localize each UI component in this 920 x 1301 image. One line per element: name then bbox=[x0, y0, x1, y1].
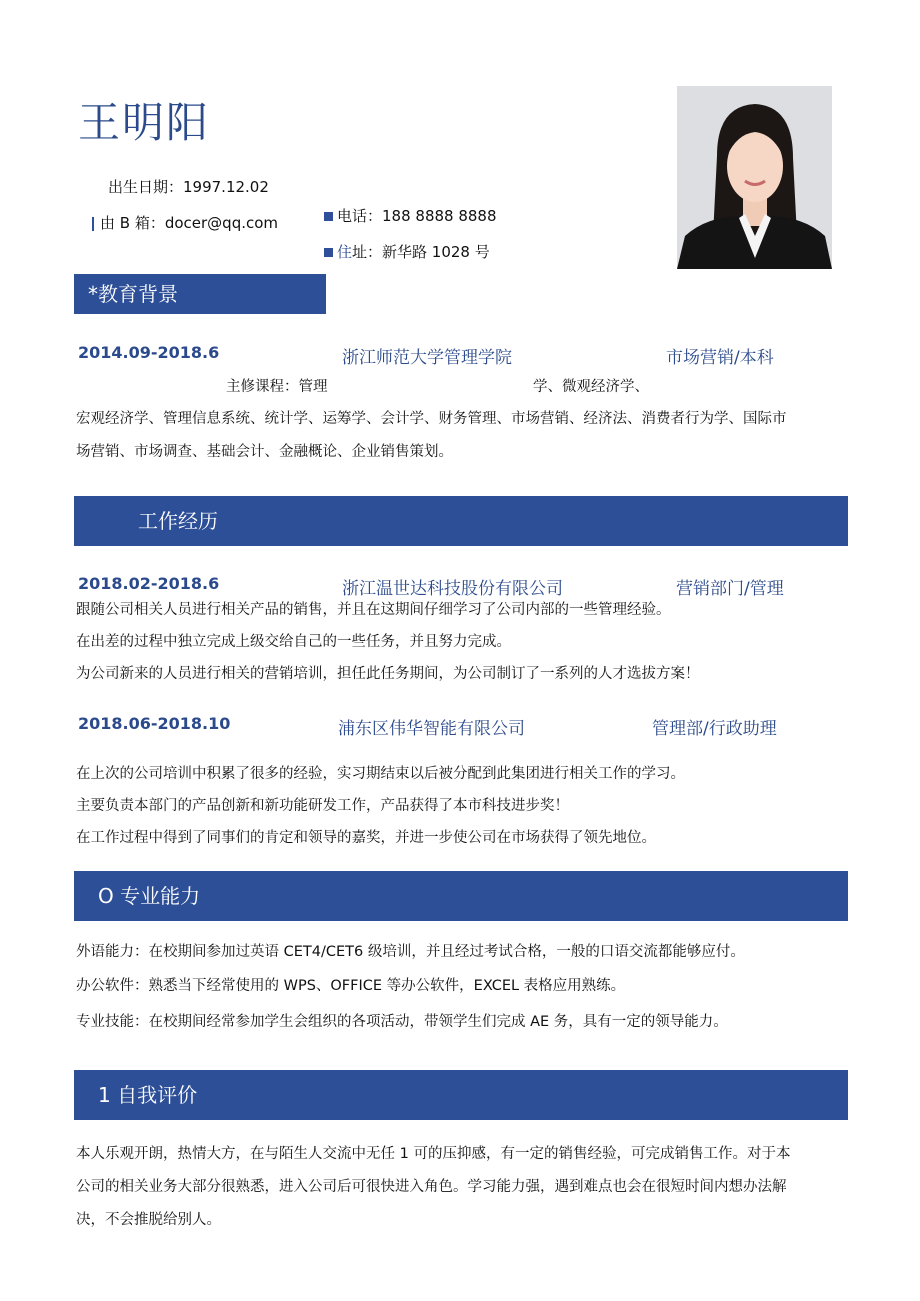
portrait-photo bbox=[677, 86, 832, 269]
address-row bbox=[324, 241, 490, 262]
work-2-line-2: 主要负责本部门的产品创新和新功能研发工作，产品获得了本市科技进步奖！ bbox=[76, 798, 569, 814]
courses-line-2: 宏观经济学、管理信息系统、统计学、运筹学、会计学、财务管理、市场营销、经济法、消费者行为学、国际市 bbox=[76, 411, 787, 427]
address: 址：新华路 1028 号 bbox=[352, 243, 490, 261]
birth-date: 出生日期：1997.12.02 bbox=[108, 178, 269, 196]
section-title-skills: O 专业能力 bbox=[98, 884, 201, 908]
work-2-role: 管理部/行政助理 bbox=[652, 719, 777, 739]
work-1-line-1: 跟随公司相关人员进行相关产品的销售，并且在这期间仔细学习了公司内部的一些管理经验。 bbox=[76, 602, 671, 618]
work-2-date: 2018.06-2018.10 bbox=[78, 714, 231, 733]
work-2-company: 浦东区伟华智能有限公司 bbox=[338, 719, 525, 739]
skill-office: 办公软件：熟悉当下经常使用的 WPS、OFFICE 等办公软件，EXCEL 表格应用熟练。 bbox=[76, 978, 626, 994]
section-title-work: 工作经历 bbox=[138, 509, 218, 533]
work-1-company: 浙江温世达科技股份有限公司 bbox=[342, 579, 563, 599]
phone: 电话：188 8888 8888 bbox=[337, 207, 497, 225]
work-1-line-3: 为公司新来的人员进行相关的营销培训，担任此任务期间，为公司制订了一系列的人才选拔方案！ bbox=[76, 666, 700, 682]
email-marker-icon bbox=[92, 217, 94, 231]
skill-language: 外语能力：在校期间参加过英语 CET4/CET6 级培训，并且经过考试合格，一般的口语交流都能够应付。 bbox=[76, 944, 745, 960]
section-header-work bbox=[74, 496, 848, 546]
courses-line-3: 场营销、市场调查、基础会计、金融概论、企业销售策划。 bbox=[76, 444, 453, 460]
email-row bbox=[92, 212, 278, 233]
work-2-line-1: 在上次的公司培训中积累了很多的经验，实习期结束以后被分配到此集团进行相关工作的学习。 bbox=[76, 766, 685, 782]
work-2-line-3: 在工作过程中得到了同事们的肯定和领导的嘉奖，并进一步使公司在市场获得了领先地位。 bbox=[76, 830, 656, 846]
education-school: 浙江师范大学管理学院 bbox=[342, 348, 512, 368]
section-title-education: *教育背景 bbox=[88, 282, 178, 306]
courses-part-a: 主修课程：管理 bbox=[226, 379, 328, 395]
candidate-name: 王明阳 bbox=[78, 98, 211, 147]
work-1-date: 2018.02-2018.6 bbox=[78, 574, 220, 593]
self-eval-line-3: 决，不会推脱给别人。 bbox=[76, 1212, 221, 1228]
work-1-line-2: 在出差的过程中独立完成上级交给自己的一些任务，并且努力完成。 bbox=[76, 634, 511, 650]
email: 由 B 箱：docer@qq.com bbox=[100, 214, 279, 232]
address-marker-icon bbox=[324, 248, 333, 257]
self-eval-line-1: 本人乐观开朗，热情大方，在与陌生人交流中无任 1 可的压抑感，有一定的销售经验，可完成销售工作。对于本 bbox=[76, 1146, 791, 1162]
portrait-icon bbox=[677, 86, 832, 269]
education-date: 2014.09-2018.6 bbox=[78, 343, 220, 362]
phone-row bbox=[324, 205, 497, 226]
education-major: 市场营销/本科 bbox=[666, 348, 774, 368]
section-header-self bbox=[74, 1070, 848, 1120]
address-label: 住 bbox=[337, 243, 353, 261]
section-header-education bbox=[74, 274, 326, 314]
courses-part-b: 学、微观经济学、 bbox=[533, 379, 649, 395]
self-eval-line-2: 公司的相关业务大部分很熟悉，进入公司后可很快进入角色。学习能力强，遇到难点也会在很短时间内想办法解 bbox=[76, 1179, 787, 1195]
skill-professional: 专业技能：在校期间经常参加学生会组织的各项活动，带领学生们完成 AE 务，具有一定的领导能力。 bbox=[76, 1014, 728, 1030]
phone-marker-icon bbox=[324, 212, 333, 221]
section-title-self: 1 自我评价 bbox=[98, 1083, 198, 1107]
work-1-role: 营销部门/管理 bbox=[676, 579, 784, 599]
section-header-skills bbox=[74, 871, 848, 921]
